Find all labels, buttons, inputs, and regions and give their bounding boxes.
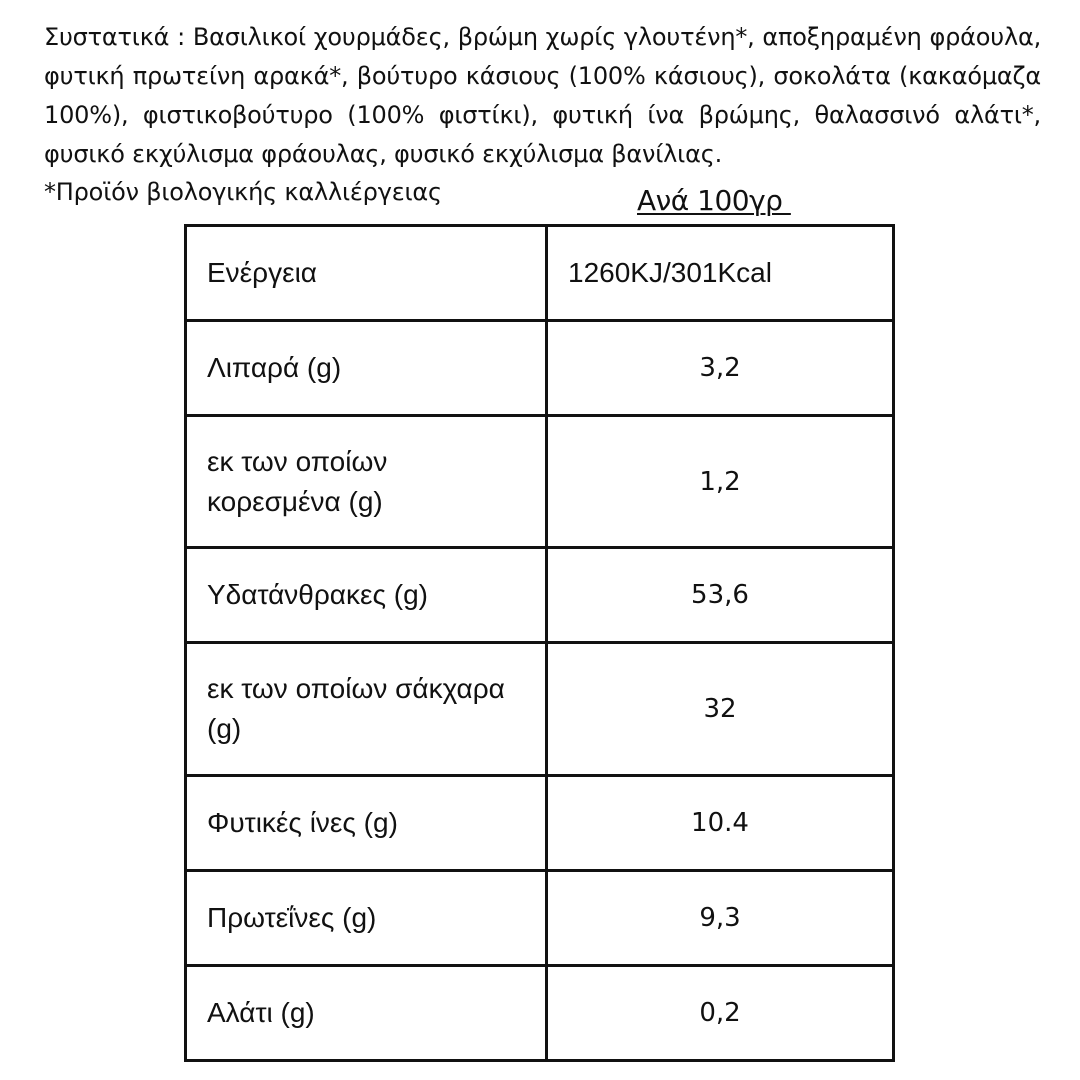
nutrient-value: 3,2 xyxy=(547,321,894,416)
nutrient-label: εκ των οποίων κορεσμένα (g) xyxy=(186,416,547,548)
nutrient-value: 32 xyxy=(547,643,894,775)
nutrient-label: Υδατάνθρακες (g) xyxy=(186,548,547,643)
table-row xyxy=(186,548,894,643)
nutrient-label: Αλάτι (g) xyxy=(186,965,547,1060)
nutrient-value: 1,2 xyxy=(547,416,894,548)
table-row xyxy=(186,775,894,870)
ingredients-text: Συστατικά : Βασιλικοί χουρμάδες, βρώμη χωρίς γλουτένη*, αποξηραμένη φράουλα, φυτική πρωτείνη αρακά*, βούτυρο κάσιους (100% κάσιους), σοκολάτα (κακαόμαζα 100%), φιστικοβούτυρο (100% φιστίκι), φυτική ίνα βρώμης, θαλασσινό αλάτι*, φυσικό εκχύλισμα φράουλας, φυσικό εκχύλισμα βανίλιας. xyxy=(44,23,1041,168)
nutrition-table xyxy=(184,224,895,1062)
table-row xyxy=(186,965,894,1060)
nutrient-value: 53,6 xyxy=(547,548,894,643)
table-row xyxy=(186,870,894,965)
nutrient-label: Λιπαρά (g) xyxy=(186,321,547,416)
nutrient-value: 0,2 xyxy=(547,965,894,1060)
nutrient-value: 9,3 xyxy=(547,870,894,965)
table-row xyxy=(186,416,894,548)
nutrient-label: Ενέργεια xyxy=(186,226,547,321)
nutrient-label: εκ των οποίων σάκχαρα (g) xyxy=(186,643,547,775)
table-row xyxy=(186,226,894,321)
per-100g-heading: Ανά 100γρ xyxy=(637,184,791,217)
nutrient-value: 10.4 xyxy=(547,775,894,870)
table-row xyxy=(186,321,894,416)
nutrient-label: Πρωτεΐνες (g) xyxy=(186,870,547,965)
nutrient-value: 1260KJ/301Kcal xyxy=(547,226,894,321)
organic-footnote: *Προϊόν βιολογικής καλλιέργειας xyxy=(44,178,442,206)
table-row xyxy=(186,643,894,775)
nutrient-label: Φυτικές ίνες (g) xyxy=(186,775,547,870)
